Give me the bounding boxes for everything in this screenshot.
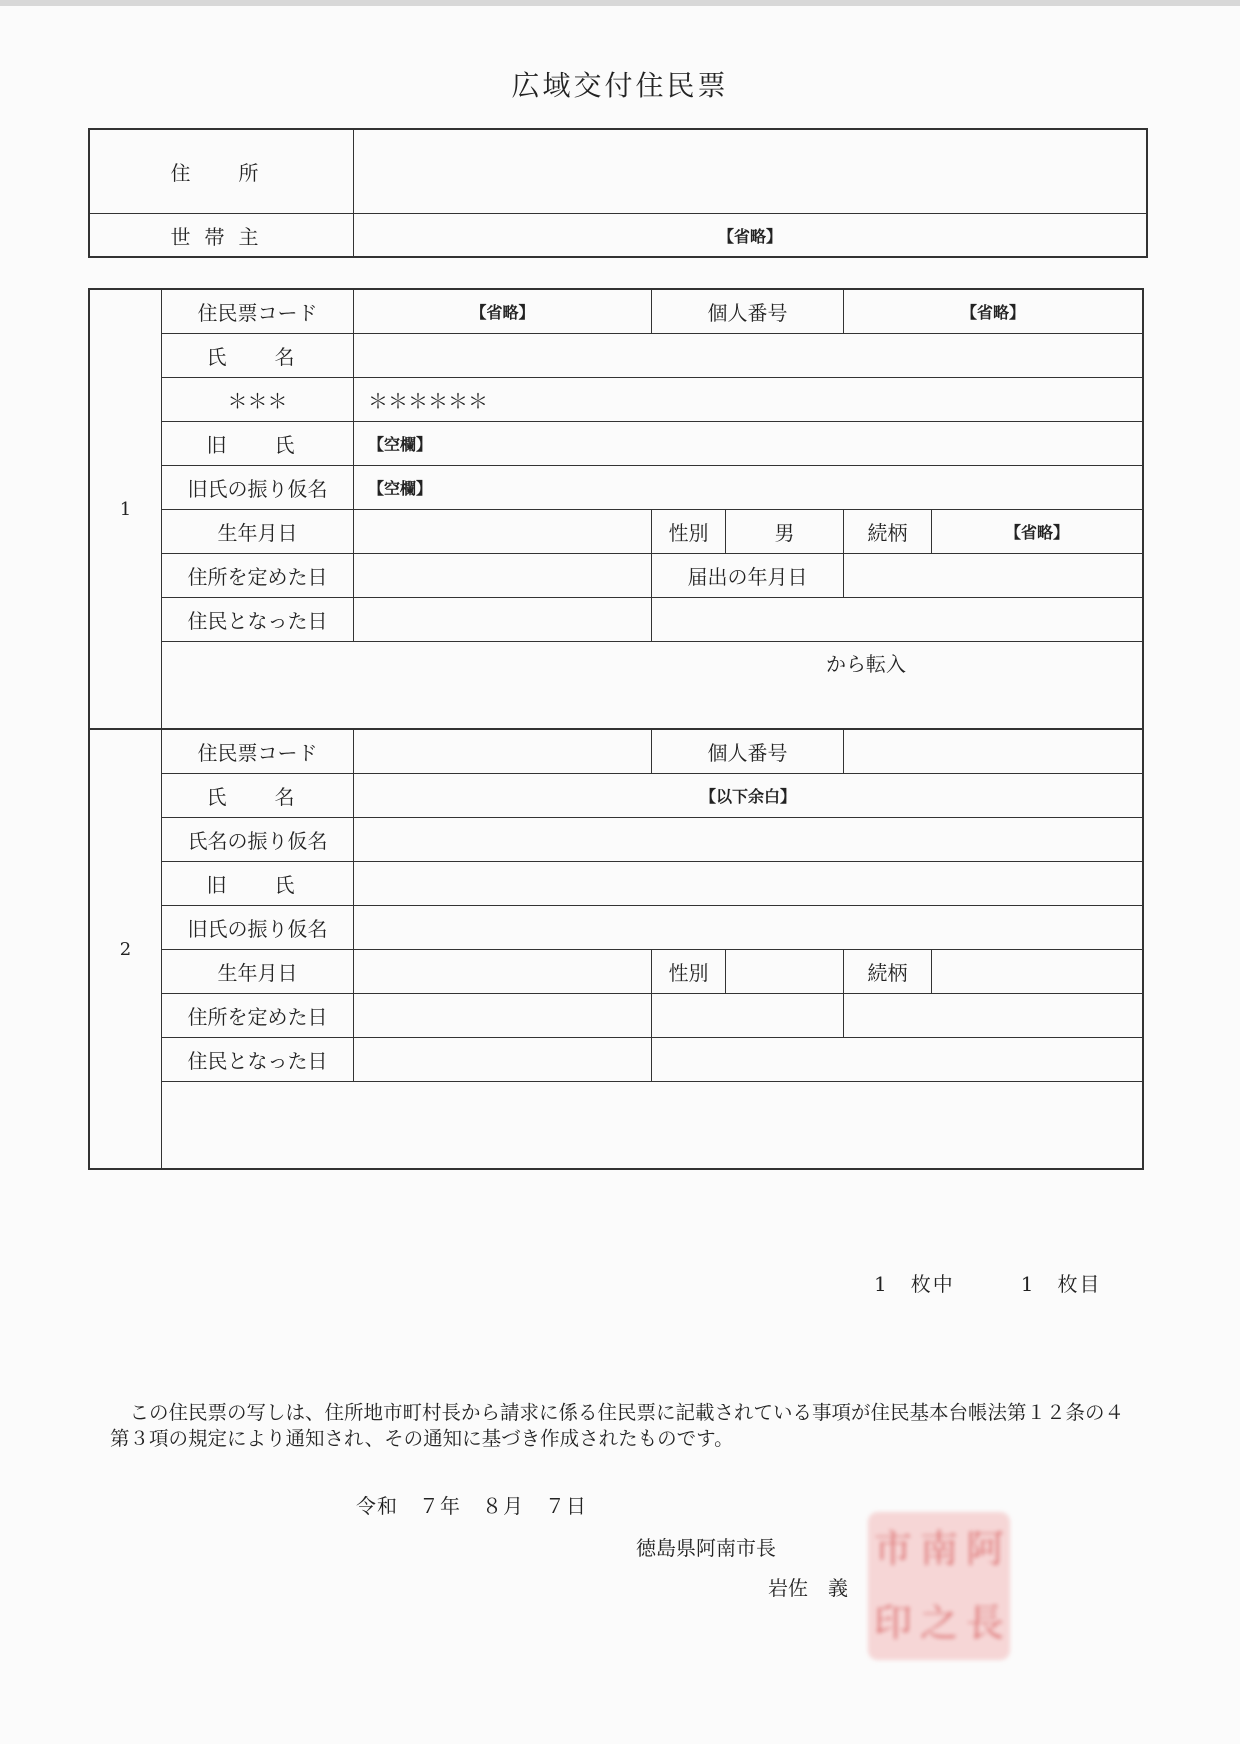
- address-value: [354, 130, 1146, 213]
- resident-date-extra: [652, 1038, 1142, 1081]
- relation-label: 続柄: [844, 950, 932, 993]
- resident-date-label: 住民となった日: [162, 598, 354, 641]
- notice-date-value: [844, 994, 1142, 1037]
- page-count: 1 枚中 1 枚目: [874, 1272, 1102, 1296]
- resident-code-label: 住民票コード: [162, 290, 354, 333]
- notice-date-label: [652, 994, 844, 1037]
- persons-table: [88, 288, 1144, 1170]
- resident-date-value: [354, 1038, 652, 1081]
- remarks: [162, 1082, 1142, 1168]
- notice-date-label: 届出の年月日: [652, 554, 844, 597]
- kana-value: ＊＊＊＊＊＊: [368, 389, 488, 413]
- person-2: [90, 730, 1142, 1168]
- householder-value: 【省略】: [717, 226, 782, 246]
- birth-label: 生年月日: [162, 510, 354, 553]
- official-seal: 市 南 阿 印 之 長: [868, 1512, 1010, 1660]
- certification-text: [110, 1400, 1130, 1452]
- my-number-value: 【省略】: [960, 303, 1025, 322]
- old-name-label: 旧 氏: [162, 862, 354, 905]
- name-value: [354, 334, 1142, 377]
- relation-value: [932, 950, 1142, 993]
- kana-label: ＊＊＊: [162, 378, 354, 421]
- kana-value: [354, 818, 1142, 861]
- resident-code-value: 【省略】: [354, 290, 652, 333]
- resident-code-label: 住民票コード: [162, 730, 354, 773]
- name-label: 氏 名: [162, 334, 354, 377]
- kana-label: 氏名の振り仮名: [162, 818, 354, 861]
- name-label: 氏 名: [162, 774, 354, 817]
- address-date-value: [354, 994, 652, 1037]
- address-date-label: 住所を定めた日: [162, 554, 354, 597]
- sex-value: [726, 950, 844, 993]
- my-number-label: 個人番号: [652, 730, 844, 773]
- issue-date: 令和 ７年 ８月 ７日: [356, 1494, 587, 1518]
- address-date-label: 住所を定めた日: [162, 994, 354, 1037]
- resident-code-value: [354, 730, 652, 773]
- page-title: 広域交付住民票: [511, 69, 729, 102]
- certification-body: この住民票の写しは、住所地市町村長から請求に係る住民票に記載されている事項が住民基本台帳法第１２条の４第３項の規定により通知され、その通知に基づき作成されたものです。: [110, 1401, 1125, 1450]
- old-kana-label: 旧氏の振り仮名: [162, 466, 354, 509]
- address-table: [88, 128, 1148, 258]
- mayor-name: 岩佐 義: [768, 1576, 848, 1600]
- old-name-label: 旧 氏: [162, 422, 354, 465]
- my-number-label: 個人番号: [652, 290, 844, 333]
- relation-value: 【省略】: [1004, 523, 1069, 542]
- resident-date-extra: [652, 598, 1142, 641]
- old-kana-label: 旧氏の振り仮名: [162, 906, 354, 949]
- sex-label: 性別: [652, 510, 726, 553]
- householder-label: 世帯主: [90, 214, 354, 256]
- resident-date-value: [354, 598, 652, 641]
- person-1: [90, 290, 1142, 730]
- remarks: から転入: [826, 652, 906, 676]
- my-number-value: [844, 730, 1142, 773]
- sex-value: 男: [726, 510, 844, 553]
- old-kana-value: 【空欄】: [368, 479, 433, 498]
- old-name-value: [354, 862, 1142, 905]
- person-number: 1: [90, 290, 162, 728]
- address-label: 住 所: [90, 130, 354, 213]
- birth-label: 生年月日: [162, 950, 354, 993]
- birth-value: [354, 510, 652, 553]
- name-value: 【以下余白】: [699, 787, 796, 806]
- address-date-value: [354, 554, 652, 597]
- scan-edge: [0, 0, 1240, 6]
- old-kana-value: [354, 906, 1142, 949]
- notice-date-value: [844, 554, 1142, 597]
- old-name-value: 【空欄】: [368, 435, 433, 454]
- birth-value: [354, 950, 652, 993]
- issuer: 徳島県阿南市長: [636, 1536, 776, 1560]
- resident-date-label: 住民となった日: [162, 1038, 354, 1081]
- person-number: 2: [90, 730, 162, 1168]
- sex-label: 性別: [652, 950, 726, 993]
- relation-label: 続柄: [844, 510, 932, 553]
